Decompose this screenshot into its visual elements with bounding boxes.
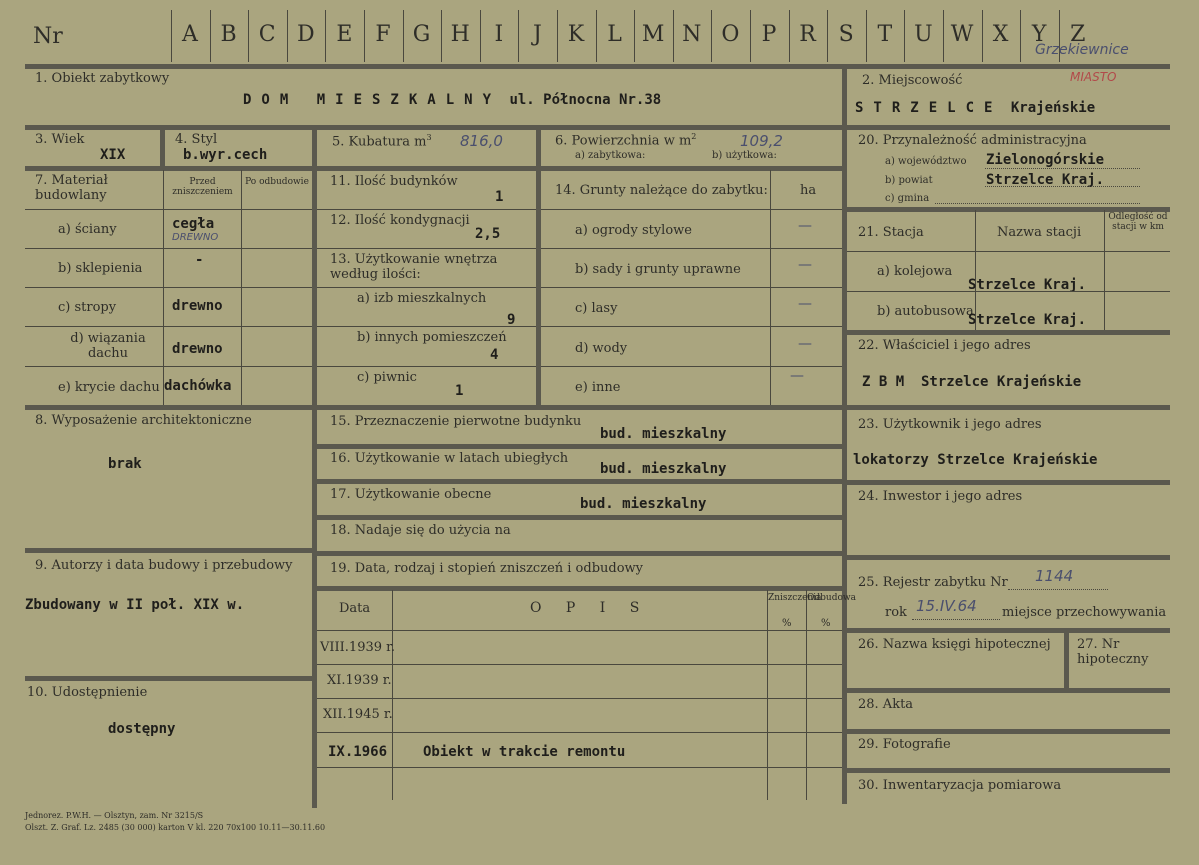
f20-label: 20. Przynależność administracyjna <box>858 133 1087 148</box>
f21-col-name: Nazwa stacji <box>997 225 1082 240</box>
divider <box>317 326 536 327</box>
divider <box>317 551 842 556</box>
column-divider <box>842 64 847 804</box>
f17-label: 17. Użytkowanie obecne <box>330 487 492 502</box>
f6-sub-a: a) zabytkowa: <box>575 150 646 161</box>
divider <box>806 590 807 800</box>
divider <box>847 768 1170 773</box>
divider <box>317 366 536 367</box>
divider <box>25 676 312 681</box>
letter-l: L <box>607 22 622 47</box>
letter-u: U <box>914 22 933 47</box>
f20-b-label: b) powiat <box>885 175 933 186</box>
letter-j: J <box>532 22 542 47</box>
letter-e: E <box>336 22 353 47</box>
divider <box>1064 630 1069 690</box>
divider <box>317 664 842 665</box>
handwritten-note: Grzekiewnice <box>1035 42 1129 58</box>
column-divider <box>312 128 317 808</box>
f3-value: XIX <box>100 147 126 163</box>
letter-n: N <box>682 22 702 47</box>
f7-row-roof-trusses: d) wiązania dachu <box>70 331 146 361</box>
divider <box>317 479 842 484</box>
letter-p: P <box>761 22 777 47</box>
f8-label: 8. Wyposażenie architektoniczne <box>35 413 252 428</box>
letter-divider <box>673 10 674 62</box>
f13-a-label: a) izb mieszkalnych <box>357 291 487 306</box>
divider <box>847 480 1170 485</box>
letter-divider <box>943 10 944 62</box>
f6-sub-b: b) użytkowa: <box>712 150 777 161</box>
f21-b-value: Strzelce Kraj. <box>968 312 1087 328</box>
f7-label: 7. Materiał budowlany <box>35 173 108 203</box>
letter-divider <box>287 10 288 62</box>
f25-miejsce: miejsce przechowywania <box>1002 605 1167 620</box>
letter-c: C <box>258 22 276 47</box>
letter-divider <box>557 10 558 62</box>
f15-value: bud. mieszkalny <box>600 426 727 442</box>
f7-roofing-value: dachówka <box>164 378 232 394</box>
f18-label: 18. Nadaje się do użycia na <box>330 523 511 538</box>
f19-row-date: VIII.1939 r. <box>320 640 396 655</box>
f13-c-label: c) piwnic <box>357 370 417 385</box>
divider <box>317 515 842 520</box>
f19-label: 19. Data, rodzaj i stopień zniszczeń i odbudowy <box>330 561 644 576</box>
divider <box>847 125 1170 130</box>
f12-value: 2,5 <box>475 226 501 242</box>
handwritten-miasto: MIASTO <box>1070 70 1117 84</box>
f30-label: 30. Inwentaryzacja pomiarowa <box>858 778 1062 793</box>
letter-divider <box>403 10 404 62</box>
f29-label: 29. Fotografie <box>858 737 951 752</box>
divider <box>541 248 842 249</box>
letter-divider <box>441 10 442 62</box>
f22-value: Z B M Strzelce Krajeńskie <box>862 374 1082 390</box>
dash-mark: — <box>798 336 812 352</box>
f7-col2: Po odbudowie <box>245 177 309 187</box>
letter-divider <box>711 10 712 62</box>
f14-row-e: e) inne <box>575 380 621 395</box>
f4-value: b.wyr.cech <box>183 147 268 163</box>
f16-label: 16. Użytkowanie w latach ubiegłych <box>330 451 569 466</box>
divider <box>317 209 536 210</box>
divider <box>541 209 842 210</box>
f5-value: 816,0 <box>460 132 503 150</box>
f14-row-c: c) lasy <box>575 301 618 316</box>
letter-divider <box>750 10 751 62</box>
f15-label: 15. Przeznaczenie pierwotne budynku <box>330 414 582 429</box>
f4-label: 4. Styl <box>175 132 218 147</box>
f19-pct-od: % <box>821 618 831 629</box>
dotted-line <box>985 168 1140 169</box>
letter-f: F <box>375 22 391 47</box>
f14-row-b: b) sady i grunty uprawne <box>575 262 741 277</box>
letter-divider <box>1020 10 1021 62</box>
letter-a: A <box>182 22 198 47</box>
letter-h: H <box>450 22 470 47</box>
divider <box>317 698 842 699</box>
f21-b-label: b) autobusowa <box>877 304 974 319</box>
nr-label: Nr <box>33 24 63 49</box>
letter-divider <box>634 10 635 62</box>
dash-mark: — <box>798 218 812 234</box>
f20-b-value: Strzelce Kraj. <box>986 172 1105 188</box>
divider <box>392 590 393 800</box>
f22-label: 22. Właściciel i jego adres <box>858 338 1031 353</box>
f19-col-od: Odbudowa <box>807 593 856 603</box>
f21-a-value: Strzelce Kraj. <box>968 277 1087 293</box>
f6-value: 109,2 <box>740 132 783 150</box>
f19-row-date: XI.1939 r. <box>327 673 392 688</box>
f23-value: lokatorzy Strzelce Krajeńskie <box>853 452 1098 468</box>
divider <box>1104 210 1105 330</box>
letter-divider <box>789 10 790 62</box>
f8-value: brak <box>108 456 142 472</box>
f16-value: bud. mieszkalny <box>600 461 727 477</box>
f7-row-vaults: b) sklepienia <box>58 261 143 276</box>
divider <box>25 326 312 327</box>
divider <box>847 628 1170 633</box>
f7-walls-value: cegła <box>172 216 215 232</box>
f26-label: 26. Nazwa księgi hipotecznej <box>858 637 1051 652</box>
letter-t: T <box>877 22 893 47</box>
f25-nr: 1144 <box>1035 567 1074 585</box>
f7-roof-trusses-value: drewno <box>172 341 223 357</box>
letter-divider <box>480 10 481 62</box>
divider <box>317 444 842 449</box>
f9-label: 9. Autorzy i data budowy i przebudowy <box>35 558 293 573</box>
f21-label: 21. Stacja <box>858 225 924 240</box>
letter-divider <box>904 10 905 62</box>
letter-o: O <box>721 22 740 47</box>
f2-value: STRZELCE Krajeńskie <box>855 100 1096 116</box>
letter-y: Y <box>1031 22 1047 47</box>
dash-mark: — <box>798 257 812 273</box>
dotted-line <box>1008 589 1108 590</box>
f7-ceilings-value: drewno <box>172 298 223 314</box>
divider <box>25 548 312 553</box>
divider <box>25 287 312 288</box>
letter-m: M <box>641 22 665 47</box>
letter-i: I <box>494 22 504 47</box>
f14-label: 14. Grunty należące do zabytku: <box>555 183 768 198</box>
footer-line-1: Jednorez. P.W.H. — Olsztyn, zam. Nr 3215/S <box>25 811 204 820</box>
f9-value: Zbudowany w II poł. XIX w. <box>25 597 245 613</box>
f7-walls-hand: DREWNO <box>172 232 219 243</box>
divider <box>317 586 842 591</box>
f19-row-date: XII.1945 r. <box>323 707 393 722</box>
f25-label: 25. Rejestr zabytku Nr <box>858 575 1008 590</box>
letter-divider <box>210 10 211 62</box>
f21-a-label: a) kolejowa <box>877 264 953 279</box>
f7-row-roofing: e) krycie dachu <box>58 380 160 395</box>
divider <box>25 366 312 367</box>
f17-value: bud. mieszkalny <box>580 496 707 512</box>
divider <box>541 366 842 367</box>
divider <box>317 732 842 733</box>
divider <box>770 170 771 406</box>
f13-b-label: b) innych pomieszczeń <box>357 330 507 345</box>
dotted-line <box>985 186 1140 187</box>
f11-value: 1 <box>495 189 504 205</box>
f2-label: 2. Miejscowość <box>862 73 963 88</box>
divider <box>847 251 1170 252</box>
f24-label: 24. Inwestor i jego adres <box>858 489 1023 504</box>
letter-divider <box>325 10 326 62</box>
f19-col-date: Data <box>339 601 371 616</box>
divider <box>25 405 842 410</box>
divider <box>541 326 842 327</box>
letter-b: B <box>220 22 237 47</box>
f25-rok-label: rok <box>885 605 907 620</box>
letter-divider <box>982 10 983 62</box>
divider <box>317 248 536 249</box>
letter-divider <box>171 10 172 62</box>
f14-row-a: a) ogrody stylowe <box>575 223 692 238</box>
f28-label: 28. Akta <box>858 697 914 712</box>
f11-label: 11. Ilość budynków <box>330 174 458 189</box>
f13-a-value: 9 <box>507 312 516 328</box>
letter-w: W <box>950 22 974 47</box>
letter-divider <box>518 10 519 62</box>
f19-row-date: IX.1966 <box>328 744 388 760</box>
divider <box>317 287 536 288</box>
f25-rok: 15.IV.64 <box>916 597 977 615</box>
divider <box>317 767 842 768</box>
letter-x: X <box>992 22 1009 47</box>
letter-z: Z <box>1070 22 1086 47</box>
f19-col-zn: Zniszczenia <box>768 593 822 603</box>
f20-c-label: c) gmina <box>885 193 930 204</box>
divider <box>317 630 842 631</box>
divider <box>847 291 1170 292</box>
letter-divider <box>364 10 365 62</box>
f7-vaults-value: - <box>195 252 204 268</box>
divider <box>163 170 164 406</box>
divider <box>847 555 1170 560</box>
f5-label: 5. Kubatura $m^3$ <box>332 133 432 150</box>
f19-col-opis: O P I S <box>530 600 650 616</box>
letter-divider <box>827 10 828 62</box>
divider <box>541 287 842 288</box>
f12-label: 12. Ilość kondygnacji <box>330 213 470 228</box>
divider <box>847 330 1170 335</box>
dotted-line <box>912 619 1000 620</box>
f14-row-d: d) wody <box>575 341 628 356</box>
f20-a-value: Zielonogórskie <box>986 152 1105 168</box>
f13-b-value: 4 <box>490 347 499 363</box>
divider <box>25 209 312 210</box>
letter-k: K <box>567 22 585 47</box>
divider <box>847 405 1170 410</box>
footer-line-2: Olszt. Z. Graf. Lz. 2485 (30 000) karton V kl. 220 70x100 10.11—30.11.60 <box>25 823 326 832</box>
dotted-line <box>935 203 1140 204</box>
f21-col-dist: Odległość od stacji w km <box>1108 212 1168 232</box>
f7-row-walls: a) ściany <box>58 222 117 237</box>
divider <box>160 128 165 168</box>
f1-value: DOM MIESZKALNY ul. Północna Nr.38 <box>243 92 662 108</box>
f14-unit: ha <box>800 183 817 198</box>
f7-col1: Przed zniszczeniem <box>172 177 233 197</box>
divider <box>241 170 242 406</box>
f1-label: 1. Obiekt zabytkowy <box>35 71 170 86</box>
letter-divider <box>596 10 597 62</box>
divider <box>25 125 842 130</box>
f6-label: 6. Powierzchnia w $m^2$ <box>555 132 697 149</box>
letter-s: S <box>838 22 854 47</box>
letter-divider <box>248 10 249 62</box>
f23-label: 23. Użytkownik i jego adres <box>858 417 1042 432</box>
divider <box>536 128 541 168</box>
letter-r: R <box>799 22 816 47</box>
dash-mark: — <box>798 296 812 312</box>
dash-mark: — <box>790 368 804 384</box>
letter-g: G <box>412 22 431 47</box>
f13-c-value: 1 <box>455 383 464 399</box>
letter-divider <box>866 10 867 62</box>
f3-label: 3. Wiek <box>35 132 85 147</box>
f19-pct-zn: % <box>782 618 792 629</box>
divider <box>847 688 1170 693</box>
f20-a-label: a) województwo <box>885 156 967 167</box>
f19-row-opis: Obiekt w trakcie remontu <box>423 744 626 760</box>
f7-row-ceilings: c) stropy <box>58 300 117 315</box>
divider <box>847 729 1170 734</box>
f13-label: 13. Użytkowanie wnętrza według ilości: <box>330 252 498 282</box>
letter-d: D <box>296 22 315 47</box>
f10-label: 10. Udostępnienie <box>27 685 148 700</box>
divider <box>25 248 312 249</box>
divider <box>25 64 1170 69</box>
f27-label: 27. Nr hipoteczny <box>1077 637 1149 667</box>
divider <box>25 166 842 171</box>
f10-value: dostępny <box>108 721 176 737</box>
divider <box>767 590 768 800</box>
